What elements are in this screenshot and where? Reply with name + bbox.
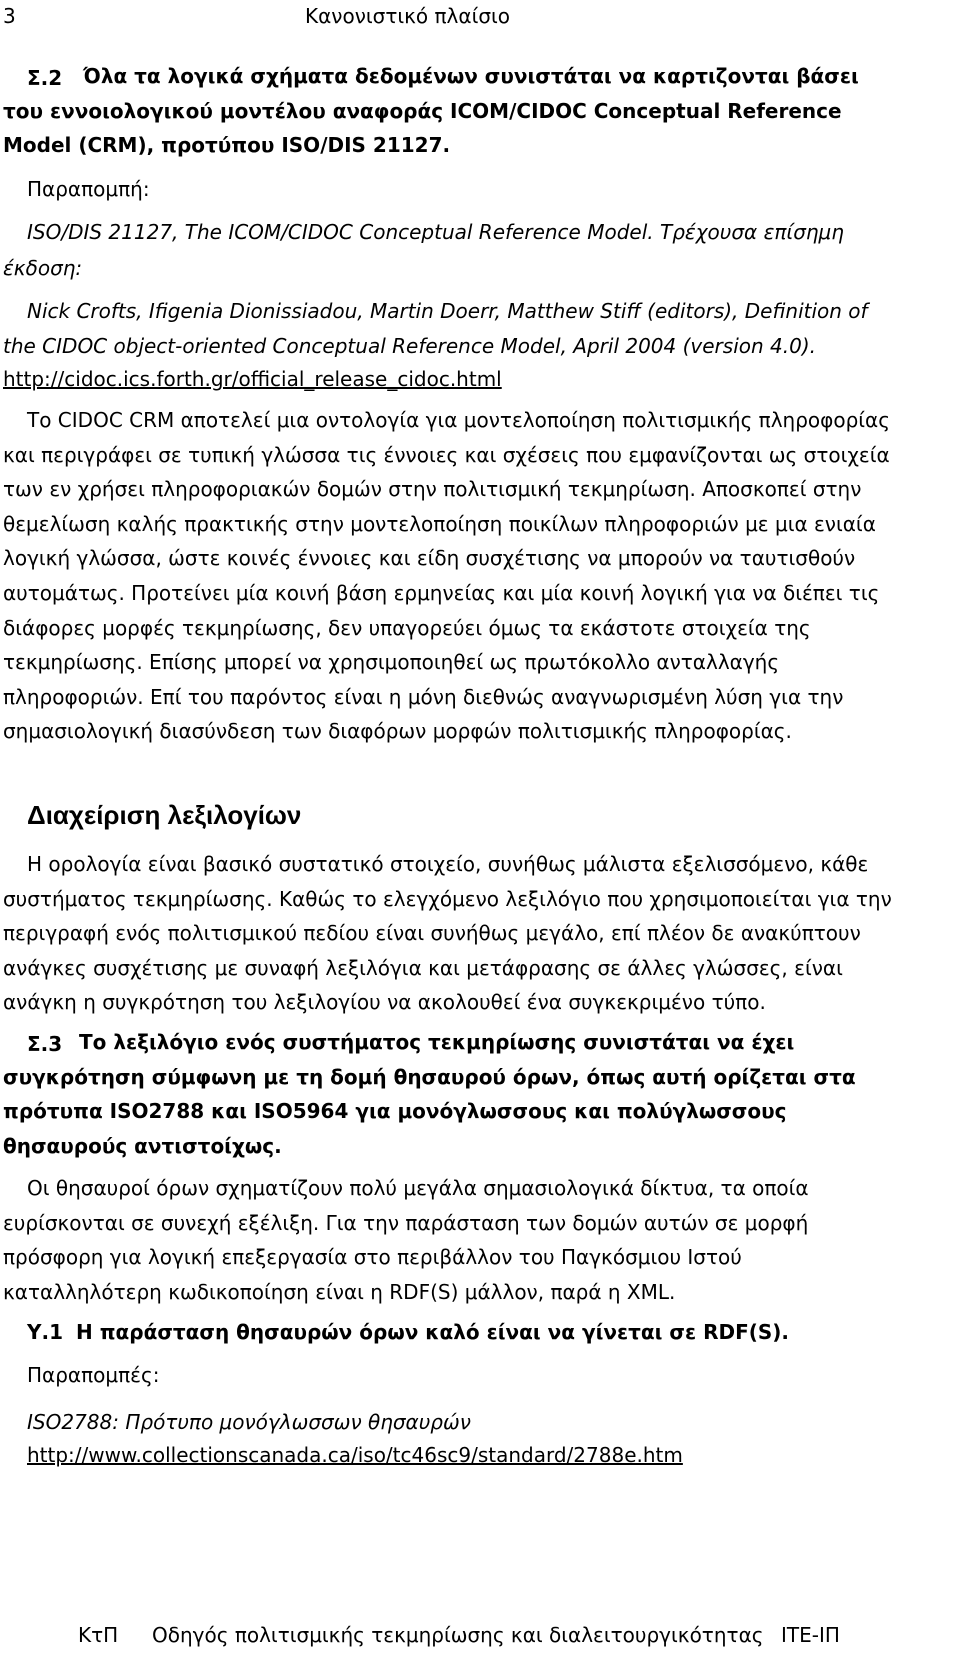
y1-text: Η παράσταση θησαυρών όρων καλό είναι να γίνεται σε RDF(S).: [76, 1320, 790, 1344]
iso2788-link[interactable]: [27, 1443, 683, 1467]
current-edition-label: Τρέχουσα επίσημη: [659, 220, 844, 244]
cidoc-link[interactable]: [3, 367, 502, 391]
paragraph-line: συστήματος τεκμηρίωσης. Καθώς το ελεγχόμενο λεξιλόγιο που χρησιμοποιείται για την: [3, 886, 892, 911]
s3-label: Σ.3: [27, 1032, 63, 1056]
paragraph-line: των εν χρήσει πληροφοριακών δομών στην πολιτισμική τεκμηρίωση. Αποσκοπεί στην: [3, 477, 862, 502]
paragraph-line: σημασιολογική διασύνδεση των διαφόρων μορφών πολιτισμικής πληροφορίας.: [3, 719, 792, 744]
paragraph-line: θεμελίωση καλής πρακτικής στην μοντελοποίηση ποικίλων πληροφοριών με μια ενιαία: [3, 511, 876, 536]
page-number: 3: [3, 4, 16, 28]
paragraph-line: πληροφοριών. Επί του παρόντος είναι η μόνη διεθνώς αναγνωρισμένη λύση για την: [3, 684, 844, 709]
paragraph-line: ανάγκες συσχέτισης με συναφή λεξιλόγια και μετάφρασης σε άλλες γλώσσες, είναι: [3, 955, 843, 980]
reference-label: Παραπομπή:: [27, 177, 150, 201]
cidoc-url[interactable]: http://cidoc.ics.forth.gr/official_release_cidoc.html: [3, 367, 502, 391]
references-label: Παραπομπές:: [27, 1363, 160, 1387]
vocab-paragraph: [3, 847, 955, 1020]
paragraph-line: ευρίσκονται σε συνεχή εξέλιξη. Για την παράσταση των δομών αυτών σε μορφή: [3, 1210, 809, 1235]
s2-line: Model (CRM), προτύπου ISO/DIS 21127.: [3, 133, 451, 158]
paragraph-line: περιγραφή ενός πολιτισμικού πεδίου είναι συνήθως μεγάλο, επί πλέον δε ανακύπτουν: [3, 921, 861, 946]
crm-paragraph: [3, 403, 955, 749]
paragraph-line: Το CIDOC CRM αποτελεί μια οντολογία για μοντελοποίηση πολιτισμικής πληροφορίας: [27, 408, 890, 432]
paragraph-line: λογική γλώσσα, ώστε κοινές έννοιες και είδη συσχέτισης να μπορούν να ταυτισθούν: [3, 546, 856, 571]
paragraph-line: πρόσφορη για λογική επεξεργασία στο περιβάλλον του Παγκόσμιου Ιστού: [3, 1245, 742, 1270]
citation: [3, 294, 955, 363]
paragraph-line: αυτομάτως. Προτείνει μία κοινή βάση ερμηνείας και μία κοινή λογική για να διέπει τις: [3, 580, 880, 605]
s2-line: του εννοιολογικού μοντέλου αναφοράς ICOM/CIDOC Conceptual Reference: [3, 98, 842, 123]
section-heading: Διαχείριση λεξιλογίων: [27, 800, 302, 830]
s3-line: θησαυρούς αντιστοίχως.: [3, 1133, 282, 1158]
s3-requirement: [3, 1025, 955, 1163]
paragraph-line: ανάγκη η συγκρότηση του λεξιλογίου να ακολουθεί ένα συγκεκριμένο τύπο.: [3, 990, 766, 1015]
footer-left: ΚτΠ: [78, 1623, 119, 1647]
s2-label: Σ.2: [27, 66, 63, 90]
paragraph-line: και περιγράφει σε τυπική γλώσσα τις έννοιες και σχέσεις που εμφανίζονται ως στοιχεία: [3, 442, 890, 467]
footer-center: Οδηγός πολιτισμικής τεκμηρίωσης και διαλειτουργικότητας: [152, 1623, 764, 1647]
paragraph-line: Η ορολογία είναι βασικό συστατικό στοιχείο, συνήθως μάλιστα εξελισσόμενο, κάθε: [27, 852, 869, 876]
s3-line: Το λεξιλόγιο ενός συστήματος τεκμηρίωσης συνιστάται να έχει: [79, 1030, 795, 1054]
paragraph-line: καταλληλότερη κωδικοποίηση είναι η RDF(S) μάλλον, παρά η XML.: [3, 1279, 676, 1304]
s3-line: συγκρότηση σύμφωνη με τη δομή θησαυρού όρων, όπως αυτή ορίζεται στα: [3, 1064, 856, 1089]
s2-requirement: [3, 59, 955, 163]
paragraph-line: Οι θησαυροί όρων σχηματίζουν πολύ μεγάλα σημασιολογικά δίκτυα, τα οποία: [27, 1176, 809, 1200]
edition-label: έκδοση:: [3, 256, 83, 280]
iso2788-url[interactable]: http://www.collectionscanada.ca/iso/tc46sc9/standard/2788e.htm: [27, 1443, 683, 1467]
thesauri-paragraph: [3, 1171, 955, 1309]
s2-line: Όλα τα λογικά σχήματα δεδομένων συνιστάται να καρτιζονται βάσει: [83, 64, 859, 88]
s3-line: πρότυπα ISO2788 και ISO5964 για μονόγλωσσους και πολύγλωσσους: [3, 1099, 787, 1124]
iso2788-title: ISO2788: Πρότυπο μονόγλωσσων θησαυρών: [27, 1410, 471, 1434]
paragraph-line: τεκμηρίωσης. Επίσης μπορεί να χρησιμοποιηθεί ως πρωτόκολλο ανταλλαγής: [3, 650, 780, 675]
reference-line: [27, 220, 844, 244]
footer-right: ΙΤΕ-ΙΠ: [781, 1623, 840, 1647]
y1-label: Υ.1: [27, 1320, 63, 1344]
citation-line: the CIDOC object-oriented Conceptual Reference Model, April 2004 (version 4.0).: [3, 333, 816, 358]
citation-line: Nick Crofts, Ifigenia Dionissiadou, Martin Doerr, Matthew Stiff (editors), Definition of: [27, 299, 868, 323]
section-title: Κανονιστικό πλαίσιο: [305, 4, 511, 28]
paragraph-line: διάφορες μορφές τεκμηρίωσης, δεν υπαγορεύει όμως τα εκάστοτε στοιχεία της: [3, 615, 811, 640]
iso-21127-title: ISO/DIS 21127, The ICOM/CIDOC Conceptual Reference Model.: [27, 220, 654, 244]
